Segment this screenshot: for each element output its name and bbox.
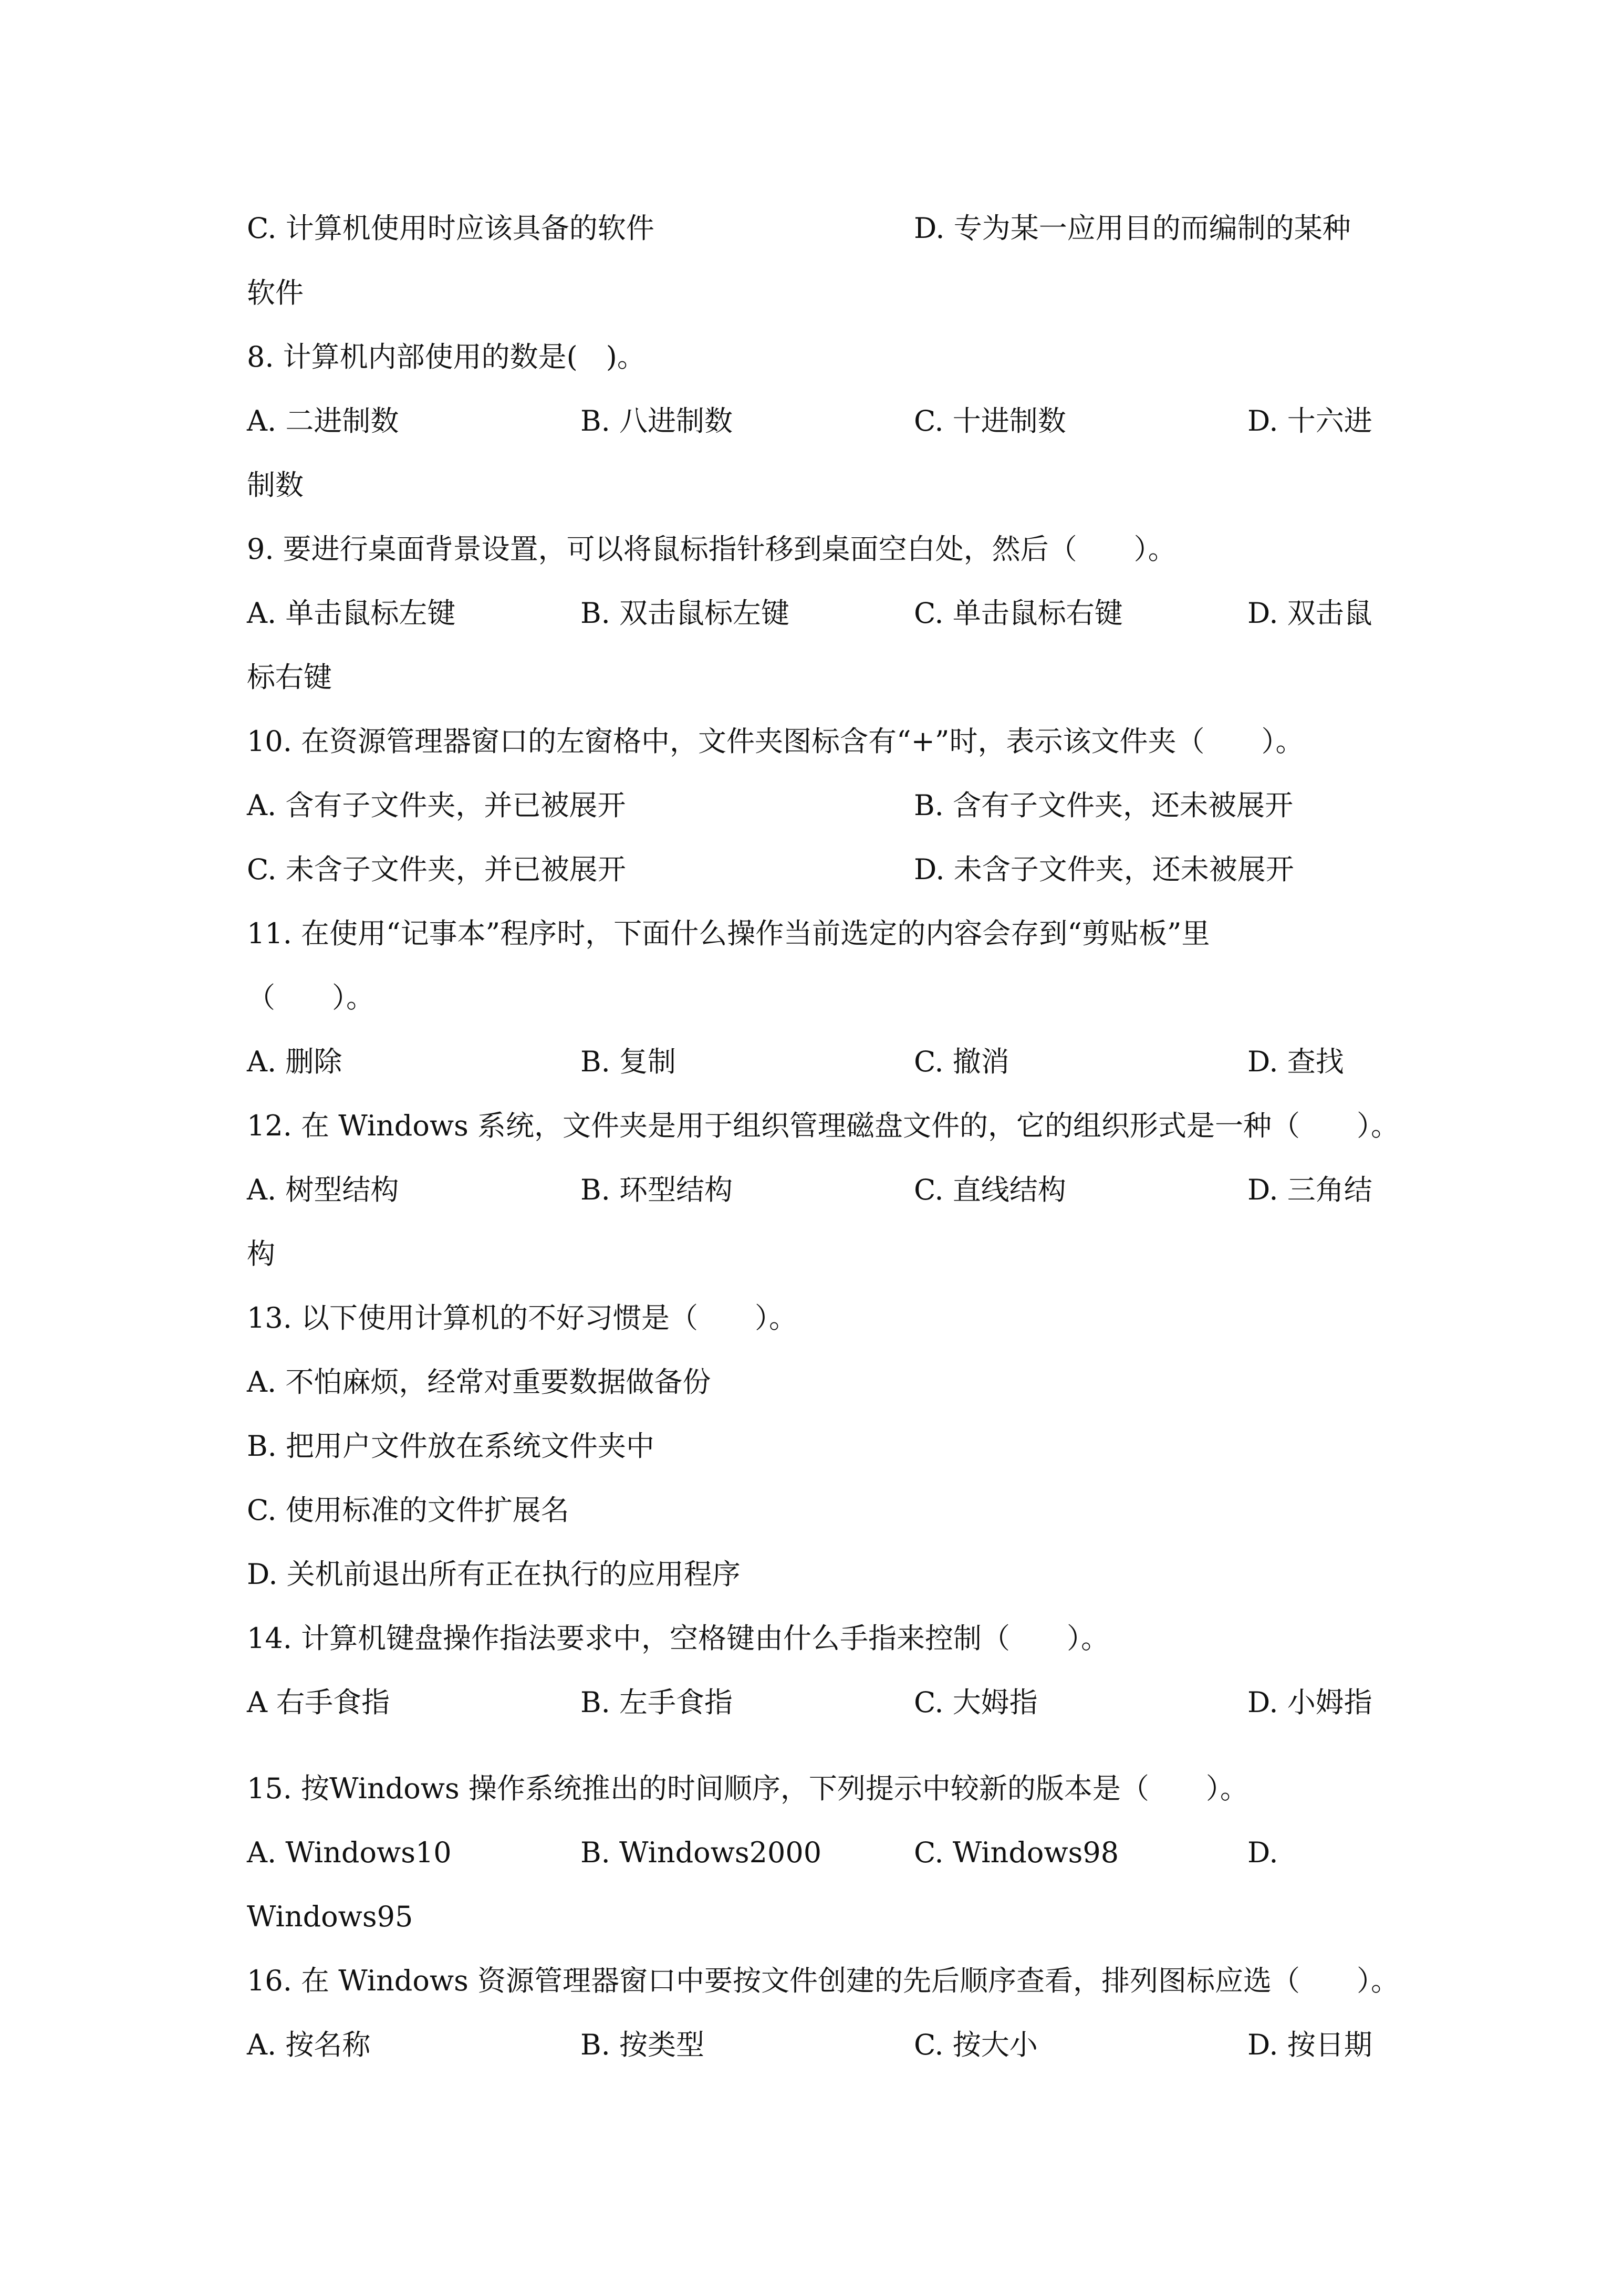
text-line: 9. 要进行桌面背景设置，可以将鼠标指针移到桌面空白处，然后（ ）。 xyxy=(247,533,1177,566)
answer-option: A. 单击鼠标左键 xyxy=(247,597,456,630)
text-line: A. 不怕麻烦，经常对重要数据做备份 xyxy=(247,1365,711,1399)
answer-option: A 右手食指 xyxy=(247,1686,390,1719)
answer-option: C. 计算机使用时应该具备的软件 xyxy=(247,212,654,245)
text-line: C. 使用标准的文件扩展名 xyxy=(247,1494,569,1527)
text-line: D. 关机前退出所有正在执行的应用程序 xyxy=(247,1558,741,1591)
answer-option: A. Windows10 xyxy=(247,1836,452,1869)
answer-option: C. 撤消 xyxy=(914,1045,1009,1078)
answer-option: D. 小姆指 xyxy=(1247,1686,1372,1719)
answer-option: B. 八进制数 xyxy=(580,404,733,437)
answer-option: D. 双击鼠 xyxy=(1247,597,1372,630)
text-line: 构 xyxy=(247,1237,275,1270)
answer-option: D. 十六进 xyxy=(1247,404,1372,437)
text-line: 制数 xyxy=(247,468,304,502)
text-line: 10. 在资源管理器窗口的左窗格中，文件夹图标含有“+”时，表示该文件夹（ ）。 xyxy=(247,725,1304,758)
text-line: 15. 按Windows 操作系统推出的时间顺序，下列提示中较新的版本是（ ）。 xyxy=(247,1772,1248,1805)
answer-option: B. 复制 xyxy=(580,1045,676,1078)
text-line: 13. 以下使用计算机的不好习惯是（ ）。 xyxy=(247,1301,798,1334)
answer-option: C. 按大小 xyxy=(914,2028,1038,2061)
answer-option: C. 十进制数 xyxy=(914,404,1066,437)
answer-option: B. 按类型 xyxy=(580,2028,705,2061)
answer-option: B. 双击鼠标左键 xyxy=(580,597,790,630)
text-line: 14. 计算机键盘操作指法要求中，空格键由什么手指来控制（ ）。 xyxy=(247,1622,1110,1655)
text-line: 标右键 xyxy=(247,661,332,694)
answer-option: B. 左手食指 xyxy=(580,1686,733,1719)
answer-option: D. 未含子文件夹，还未被展开 xyxy=(914,853,1294,886)
answer-option: A. 二进制数 xyxy=(247,404,399,437)
text-line: B. 把用户文件放在系统文件夹中 xyxy=(247,1430,655,1463)
answer-option: D. 按日期 xyxy=(1247,2028,1372,2061)
answer-option: B. 含有子文件夹，还未被展开 xyxy=(914,789,1294,822)
text-line: 16. 在 Windows 资源管理器窗口中要按文件创建的先后顺序查看，排列图标应选（ ）。 xyxy=(247,1964,1399,1997)
answer-option: D. xyxy=(1247,1836,1278,1869)
answer-option: C. 单击鼠标右键 xyxy=(914,597,1123,630)
answer-option: A. 删除 xyxy=(247,1045,342,1078)
text-line: （ ）。 xyxy=(247,981,374,1014)
text-line: Windows95 xyxy=(247,1900,413,1933)
answer-option: C. 未含子文件夹，并已被展开 xyxy=(247,853,626,886)
answer-option: C. Windows98 xyxy=(914,1836,1119,1869)
answer-option: D. 专为某一应用目的而编制的某种 xyxy=(914,212,1351,245)
answer-option: D. 查找 xyxy=(1247,1045,1344,1078)
text-line: 8. 计算机内部使用的数是( )。 xyxy=(247,340,646,373)
answer-option: A. 树型结构 xyxy=(247,1173,399,1206)
answer-option: C. 大姆指 xyxy=(914,1686,1038,1719)
text-line: 11. 在使用“记事本”程序时，下面什么操作当前选定的内容会存到“剪贴板”里 xyxy=(247,917,1210,950)
answer-option: C. 直线结构 xyxy=(914,1173,1066,1206)
text-line: 软件 xyxy=(247,276,304,309)
answer-option: A. 按名称 xyxy=(247,2028,371,2061)
answer-option: A. 含有子文件夹，并已被展开 xyxy=(247,789,626,822)
text-line: 12. 在 Windows 系统，文件夹是用于组织管理磁盘文件的，它的组织形式是一种（ ）。 xyxy=(247,1109,1399,1142)
answer-option: D. 三角结 xyxy=(1247,1173,1372,1206)
answer-option: B. Windows2000 xyxy=(580,1836,822,1869)
answer-option: B. 环型结构 xyxy=(580,1173,733,1206)
